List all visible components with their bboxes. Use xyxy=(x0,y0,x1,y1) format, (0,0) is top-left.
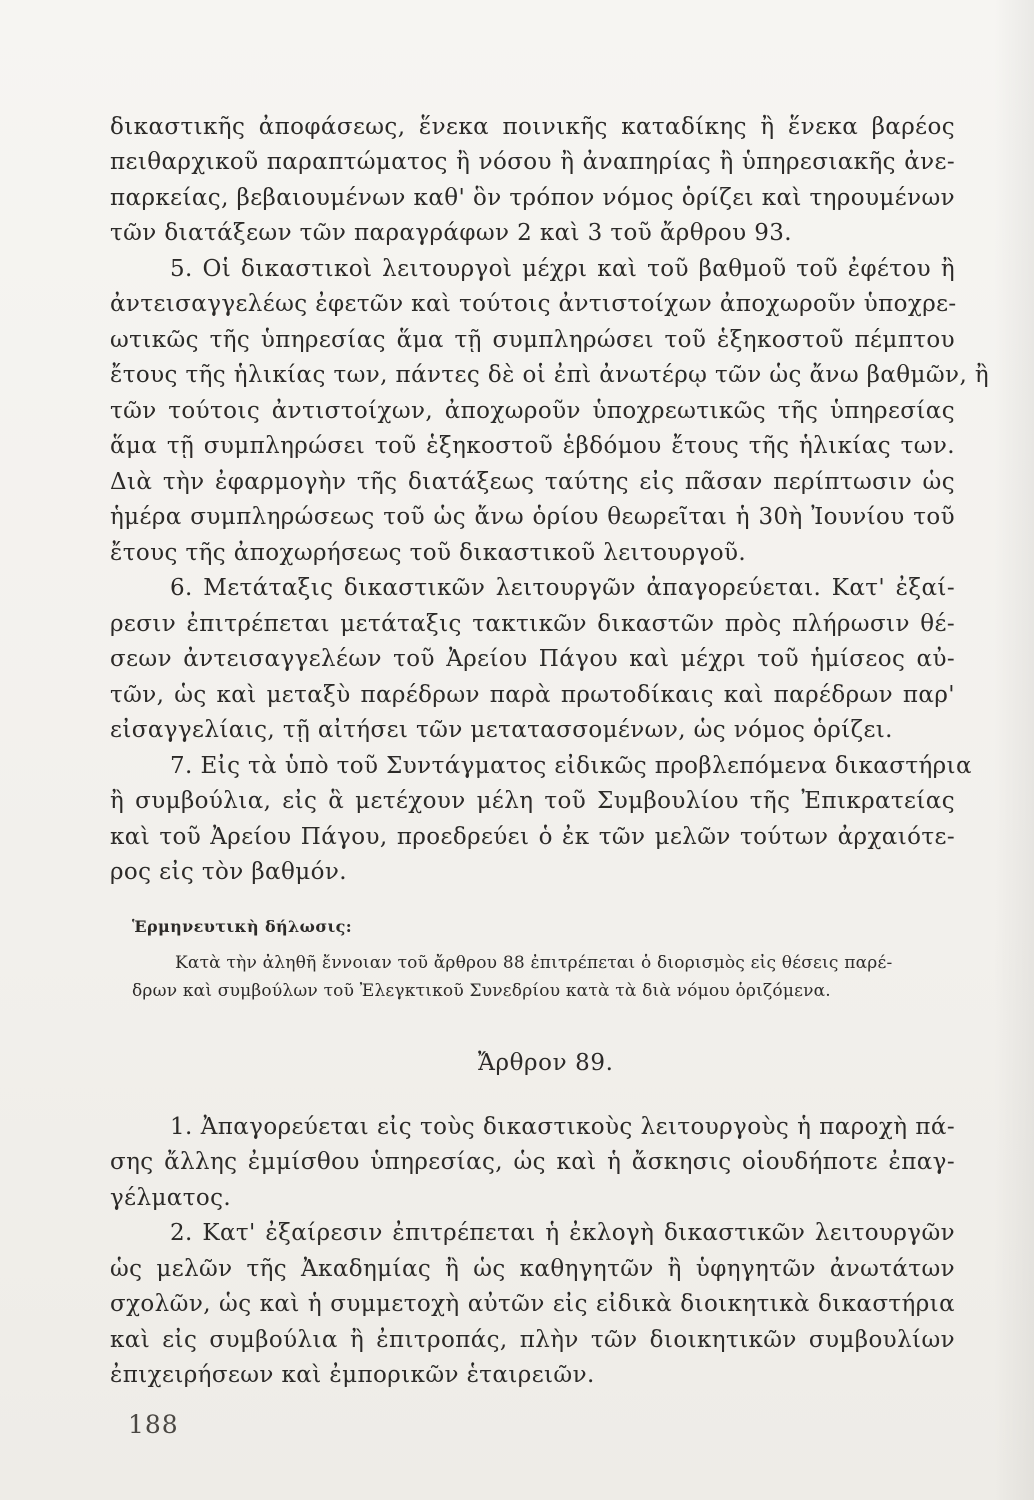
paragraph-1-start: 1. Ἀπαγορεύεται εἰς τοὺς δικαστικοὺς λειτουργοὺς ἡ παροχὴ πά- xyxy=(170,1114,955,1140)
text-line: εἰσαγγελίαις, τῇ αἰτήσει τῶν μετατασσομένων, ὡς νόμος ὁρίζει. xyxy=(110,717,893,743)
text-line: ὡς μελῶν τῆς Ἀκαδημίας ἢ ὡς καθηγητῶν ἢ ὑφηγητῶν ἀνωτάτων xyxy=(110,1256,955,1282)
text-line: ἡμέρα συμπληρώσεως τοῦ ὡς ἄνω ὁρίου θεωρεῖται ἡ 30ὴ Ἰουνίου τοῦ xyxy=(110,504,955,530)
text-line: καὶ εἰς συμβούλια ἢ ἐπιτροπάς, πλὴν τῶν διοικητικῶν συμβουλίων xyxy=(110,1327,955,1353)
text-line: Διὰ τὴν ἐφαρμογὴν τῆς διατάξεως ταύτης εἰς πᾶσαν περίπτωσιν ὡς xyxy=(110,469,955,495)
text-line: ἀντεισαγγελέως ἐφετῶν καὶ τούτοις ἀντιστοίχων ἀποχωροῦν ὑποχρε- xyxy=(110,291,957,317)
page-number: 188 xyxy=(128,1410,179,1439)
text-line: τῶν, ὡς καὶ μεταξὺ παρέδρων παρὰ πρωτοδίκαις καὶ παρέδρων παρ' xyxy=(110,682,955,708)
text-line: καὶ τοῦ Ἀρείου Πάγου, προεδρεύει ὁ ἐκ τῶν μελῶν τούτων ἀρχαιότε- xyxy=(110,824,955,850)
text-line: ἐπιχειρήσεων καὶ ἐμπορικῶν ἑταιρειῶν. xyxy=(110,1362,595,1388)
text-line: ρος εἰς τὸν βαθμόν. xyxy=(110,859,347,885)
interpretive-note-line: Κατὰ τὴν ἀληθῆ ἔννοιαν τοῦ ἄρθρου 88 ἐπιτρέπεται ὁ διορισμὸς εἰς θέσεις παρέ- xyxy=(175,953,893,973)
paragraph-6-start: 6. Μετάταξις δικαστικῶν λειτουργῶν ἀπαγορεύεται. Κατ' ἐξαί- xyxy=(170,575,955,601)
text-line: γέλματος. xyxy=(110,1185,232,1211)
text-line: δικαστικῆς ἀποφάσεως, ἕνεκα ποινικῆς καταδίκης ἢ ἕνεκα βαρέος xyxy=(110,114,955,140)
text-line: παρκείας, βεβαιουμένων καθ' ὃν τρόπον νόμος ὁρίζει καὶ τηρουμένων xyxy=(110,185,955,211)
text-line: ρεσιν ἐπιτρέπεται μετάταξις τακτικῶν δικαστῶν πρὸς πλήρωσιν θέ- xyxy=(110,611,955,637)
interpretive-note-line: δρων καὶ συμβούλων τοῦ Ἐλεγκτικοῦ Συνεδρίου κατὰ τὰ διὰ νόμου ὁριζόμενα. xyxy=(132,981,831,1001)
text-line: ἔτους τῆς ἀποχωρήσεως τοῦ δικαστικοῦ λειτουργοῦ. xyxy=(110,540,747,566)
text-line: σχολῶν, ὡς καὶ ἡ συμμετοχὴ αὐτῶν εἰς εἰδικὰ διοικητικὰ δικαστήρια xyxy=(110,1291,955,1317)
text-line: ἅμα τῇ συμπληρώσει τοῦ ἑξηκοστοῦ ἑβδόμου ἔτους τῆς ἡλικίας των. xyxy=(110,433,955,459)
interpretive-note-heading: Ἑρμηνευτικὴ δήλωσις: xyxy=(132,917,353,936)
text-line: πειθαρχικοῦ παραπτώματος ἢ νόσου ἢ ἀναπηρίας ἢ ὑπηρεσιακῆς ἀνε- xyxy=(110,149,955,175)
text-line: σης ἄλλης ἐμμίσθου ὑπηρεσίας, ὡς καὶ ἡ ἄσκησις οἱουδήποτε ἐπαγ- xyxy=(110,1149,955,1175)
paragraph-5-start: 5. Οἱ δικαστικοὶ λειτουργοὶ μέχρι καὶ τοῦ βαθμοῦ τοῦ ἐφέτου ἢ xyxy=(170,256,955,282)
text-line: τῶν διατάξεων τῶν παραγράφων 2 καὶ 3 τοῦ ἄρθρου 93. xyxy=(110,220,793,246)
paragraph-7-start: 7. Εἰς τὰ ὑπὸ τοῦ Συντάγματος εἰδικῶς προβλεπόμενα δικαστήρια xyxy=(170,753,972,779)
text-line: τῶν τούτοις ἀντιστοίχων, ἀποχωροῦν ὑποχρεωτικῶς τῆς ὑπηρεσίας xyxy=(110,398,955,424)
text-line: ωτικῶς τῆς ὑπηρεσίας ἅμα τῇ συμπληρώσει τοῦ ἑξηκοστοῦ πέμπτου xyxy=(110,327,955,353)
binding-shadow xyxy=(994,0,1034,1500)
text-line: ἔτους τῆς ἡλικίας των, πάντες δὲ οἱ ἐπὶ ἀνωτέρῳ τῶν ὡς ἄνω βαθμῶν, ἢ xyxy=(110,362,990,388)
text-line: ἢ συμβούλια, εἰς ἃ μετέχουν μέλη τοῦ Συμβουλίου τῆς Ἐπικρατείας xyxy=(110,788,955,814)
text-line: σεων ἀντεισαγγελέων τοῦ Ἀρείου Πάγου καὶ μέχρι τοῦ ἡμίσεος αὐ- xyxy=(110,646,955,672)
article-89-heading: Ἄρθρον 89. xyxy=(478,1050,614,1076)
paragraph-2-start: 2. Κατ' ἐξαίρεσιν ἐπιτρέπεται ἡ ἐκλογὴ δικαστικῶν λειτουργῶν xyxy=(170,1220,955,1246)
